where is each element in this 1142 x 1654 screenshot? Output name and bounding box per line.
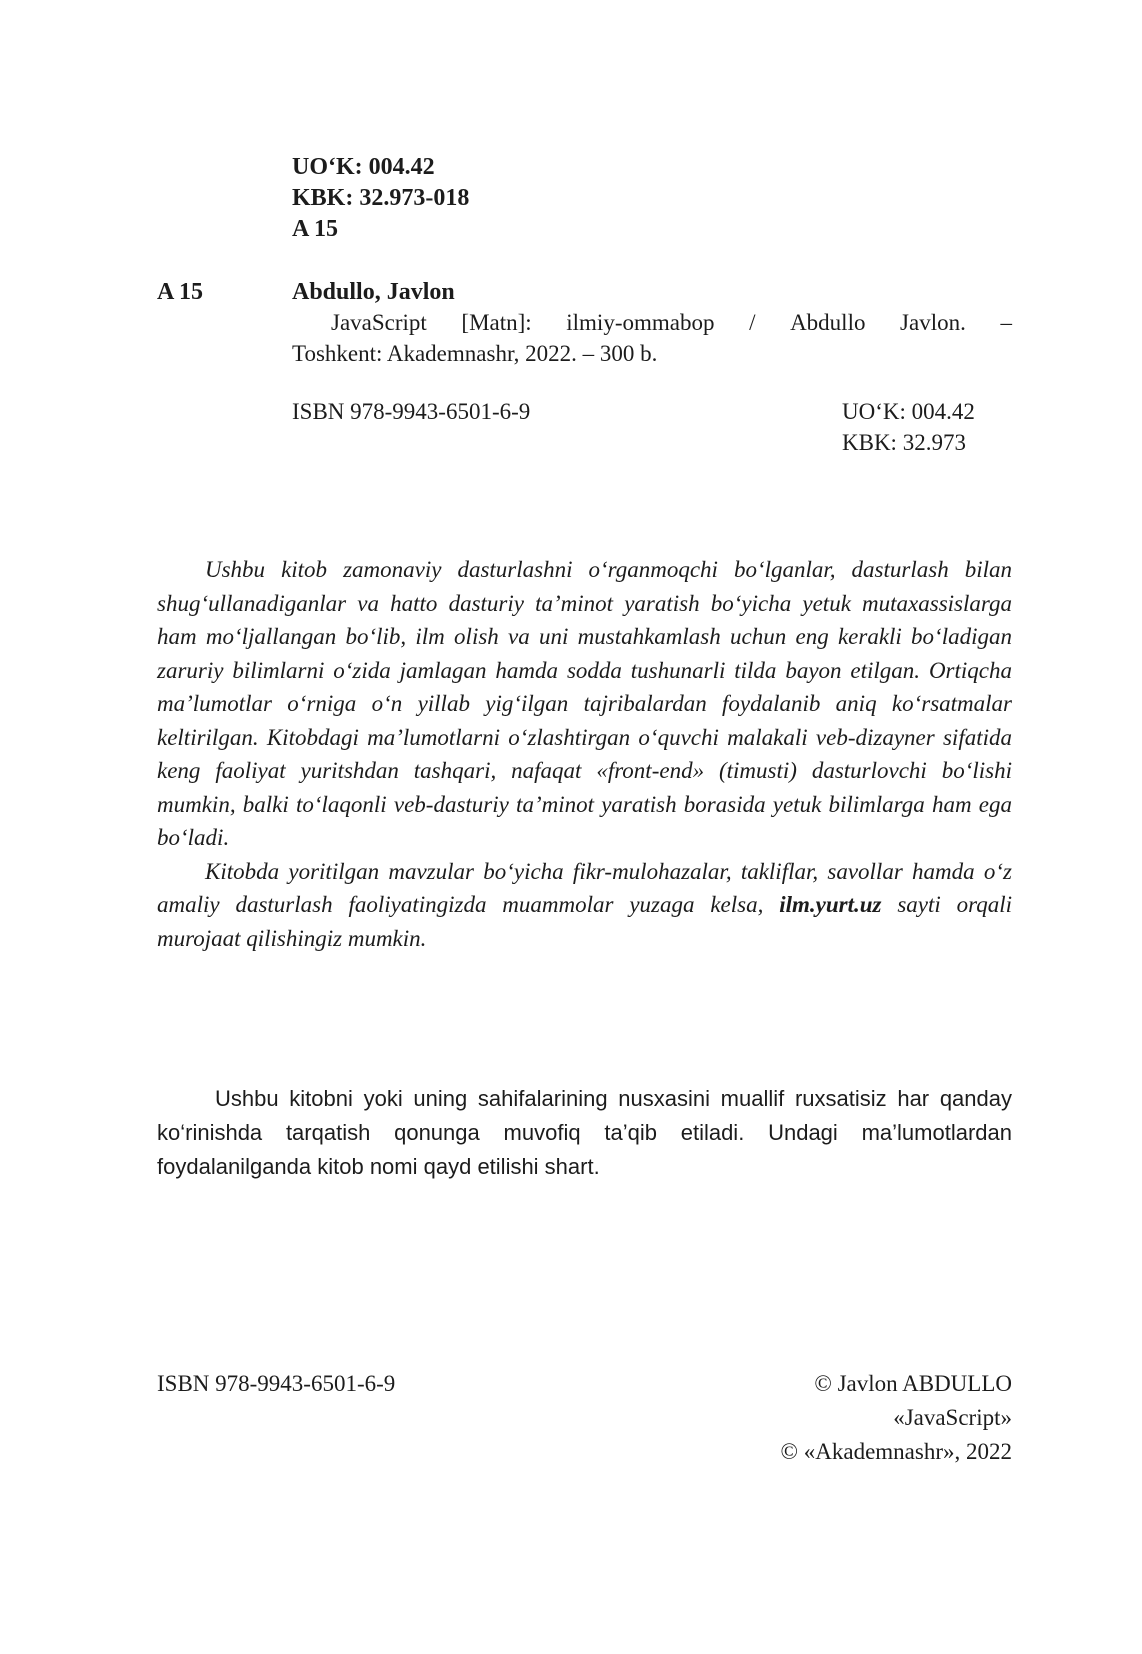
- catalog-word: –: [1000, 310, 1012, 335]
- footer-copyright: [781, 1367, 1012, 1469]
- kbk-code: KBK: 32.973-018: [292, 185, 470, 211]
- catalog-code: A 15: [157, 279, 204, 305]
- catalog-author: Abdullo, Javlon: [292, 279, 455, 305]
- catalog-uok: UO‘K: 004.42: [842, 399, 975, 424]
- annotation-paragraph: [157, 855, 1012, 956]
- author-mark: A 15: [292, 216, 339, 242]
- catalog-word: ilmiy-ommabop: [566, 310, 715, 335]
- catalog-word: /: [749, 310, 756, 335]
- copyright-notice: [157, 1082, 1012, 1184]
- catalog-word: JavaScript: [331, 310, 427, 335]
- catalog-description-line2: Toshkent: Akademnashr, 2022. – 300 b.: [292, 341, 658, 366]
- annotation-text: sayti orqali murojaat qilishingiz mumkin.: [157, 892, 1012, 951]
- website-link[interactable]: ilm.yurt.uz: [779, 892, 882, 917]
- catalog-description-line1: [292, 307, 1012, 338]
- footer-isbn: ISBN 978-9943-6501-6-9: [157, 1371, 396, 1396]
- catalog-kbk: KBK: 32.973: [842, 430, 966, 455]
- annotation-paragraph: Ushbu kitob zamonaviy dasturlashni o‘rganmoqchi bo‘lganlar, dasturlash bilan shug‘ullanadiganlar va hatto dasturiy ta’minot yaratish bo‘yicha yetuk mutaxassislarga ham mo‘ljallangan bo‘lib, ilm olish va uni mustahkamlash uchun eng kerakli bo‘ladigan zaruriy bilimlarni o‘zida jamlagan hamda sodda tushunarli tilda bayon etilgan. Ortiqcha ma’lumotlar o‘rniga o‘n yillab yig‘ilgan tajribalardan foydalanib aniq ko‘rsatmalar keltirilgan. Kitobdagi ma’lumotlarni o‘zlashtirgan o‘quvchi malakali veb-dizayner sifatida keng faoliyat yuritshdan tashqari, nafaqat «front-end» (timusti) dasturlovchi bo‘lishi mumkin, balki to‘laqonli veb-dasturiy ta’minot yaratish borasida yetuk bilimlarga ham ega bo‘ladi.: [157, 557, 1012, 850]
- catalog-isbn: ISBN 978-9943-6501-6-9: [292, 399, 531, 424]
- copyright-publisher: © «Akademnashr», 2022: [780, 1439, 1012, 1464]
- annotation-text: Kitobda yoritilgan mavzular bo‘yicha fikr-mulohazalar, takliflar, savollar hamda o‘z amaliy dasturlash faoliyatingizda muammolar yuzaga kelsa,: [157, 858, 1012, 917]
- classification-block: [292, 152, 469, 245]
- copyright-author: © Javlon ABDULLO: [814, 1371, 1012, 1396]
- annotation: [157, 553, 1012, 955]
- catalog-word: Abdullo: [790, 310, 866, 335]
- catalog-description: [292, 307, 1012, 369]
- uok-code: UO‘K: 004.42: [292, 154, 435, 180]
- catalog-word: Javlon.: [900, 310, 966, 335]
- notice-paragraph: Ushbu kitobni yoki uning sahifalarining nusxasini muallif ruxsatisiz har qanday ko‘rinishda tarqatish qonunga muvofiq ta’qib etiladi. Undagi ma’lumotlardan foydalanilganda kitob nomi qayd etilishi shart.: [157, 1086, 1012, 1179]
- book-title: «JavaScript»: [893, 1405, 1012, 1430]
- catalog-word: [Matn]:: [461, 310, 532, 335]
- catalog-indexes: [842, 396, 975, 458]
